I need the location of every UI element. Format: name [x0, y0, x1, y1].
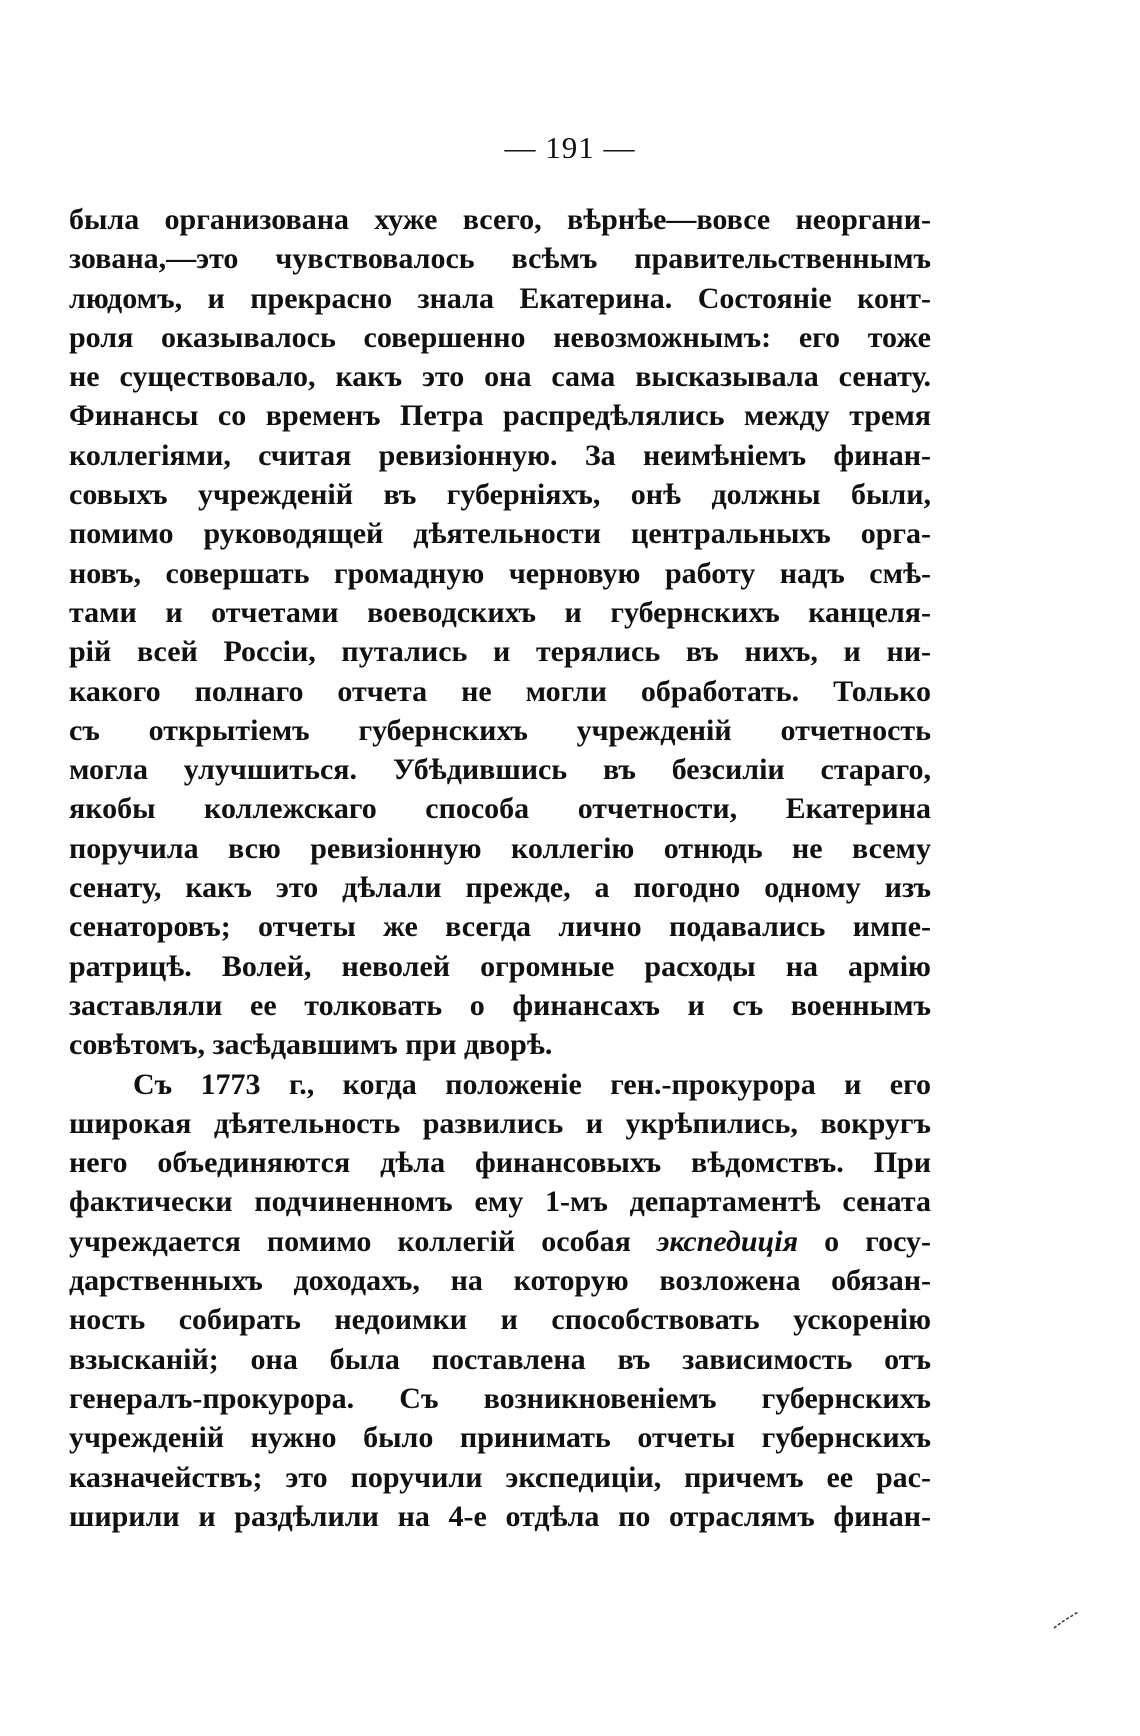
text-line: людомъ, и прекрасно знала Екатерина. Состояніе конт-	[69, 281, 931, 315]
stray-ink-mark	[1052, 1610, 1080, 1630]
text-line: новъ, совершать громадную черновую работу надъ смѣ-	[69, 556, 931, 590]
text-line: него объединяются дѣла финансовыхъ вѣдомствъ. При	[69, 1146, 931, 1180]
page-number: — 191 —	[504, 130, 636, 165]
body-text	[69, 200, 931, 1536]
text-line-with-italic	[69, 1222, 931, 1261]
text-line: зована,—это чувствовалось всѣмъ правительственнымъ	[69, 242, 931, 276]
text-line: рій всей Россіи, путались и терялись въ нихъ, и ни-	[69, 635, 931, 669]
text-line: ширили и раздѣлили на 4-е отдѣла по отраслямъ финан-	[69, 1499, 931, 1533]
text-line: съ открытіемъ губернскихъ учрежденій отчетность	[69, 713, 931, 747]
paragraph-end-line: совѣтомъ, засѣдавшимъ при дворѣ.	[69, 1028, 553, 1062]
text-line: какого полнаго отчета не могли обработать. Только	[69, 674, 931, 708]
text-line: якобы коллежскаго способа отчетности, Екатерина	[69, 792, 931, 826]
italic-term: экспедиція	[656, 1224, 799, 1258]
line-part: о госу-	[798, 1224, 931, 1258]
line-part: учреждается помимо коллегій особая	[69, 1224, 657, 1258]
paragraph-start-line: Съ 1773 г., когда положеніе ген.-прокурора и его	[133, 1067, 931, 1101]
text-line: могла улучшиться. Убѣдившись въ безсиліи стараго,	[69, 753, 931, 787]
text-line: Финансы со временъ Петра распредѣлялись между тремя	[69, 399, 931, 433]
text-line: поручила всю ревизіонную коллегію отнюдь не всему	[69, 831, 931, 865]
text-line: ратрицѣ. Волей, неволей огромные расходы на армію	[69, 949, 931, 983]
text-line: генералъ-прокурора. Съ возникновеніемъ губернскихъ	[69, 1381, 931, 1415]
text-line: совыхъ учрежденій въ губерніяхъ, онѣ должны были,	[69, 478, 931, 512]
text-line: тами и отчетами воеводскихъ и губернскихъ канцеля-	[69, 595, 931, 629]
text-line: взысканій; она была поставлена въ зависимость отъ	[69, 1342, 931, 1376]
text-line: дарственныхъ доходахъ, на которую возложена обязан-	[69, 1264, 931, 1298]
text-line: сенату, какъ это дѣлали прежде, а погодно одному изъ	[69, 871, 931, 905]
text-line: учрежденій нужно было принимать отчеты губернскихъ	[69, 1421, 931, 1455]
text-line: широкая дѣятельность развились и укрѣпились, вокругъ	[69, 1106, 931, 1140]
text-line: помимо руководящей дѣятельности центральныхъ орга-	[69, 517, 931, 551]
text-line: не существовало, какъ это она сама высказывала сенату.	[69, 360, 931, 394]
text-line: сенаторовъ; отчеты же всегда лично подавались импе-	[69, 910, 931, 944]
text-line: была организована хуже всего, вѣрнѣе—вовсе неоргани-	[69, 203, 931, 236]
text-line: казначействъ; это поручили экспедиціи, причемъ ее рас-	[69, 1460, 931, 1494]
text-line: заставляли ее толковать о финансахъ и съ военнымъ	[69, 988, 931, 1022]
text-line: ность собирать недоимки и способствовать ускоренію	[69, 1303, 931, 1337]
text-line: роля оказывалось совершенно невозможнымъ: его тоже	[69, 320, 931, 354]
text-line: фактически подчиненномъ ему 1-мъ департаментѣ сената	[69, 1185, 931, 1219]
text-line: коллегіями, считая ревизіонную. За неимѣніемъ финан-	[69, 438, 931, 472]
